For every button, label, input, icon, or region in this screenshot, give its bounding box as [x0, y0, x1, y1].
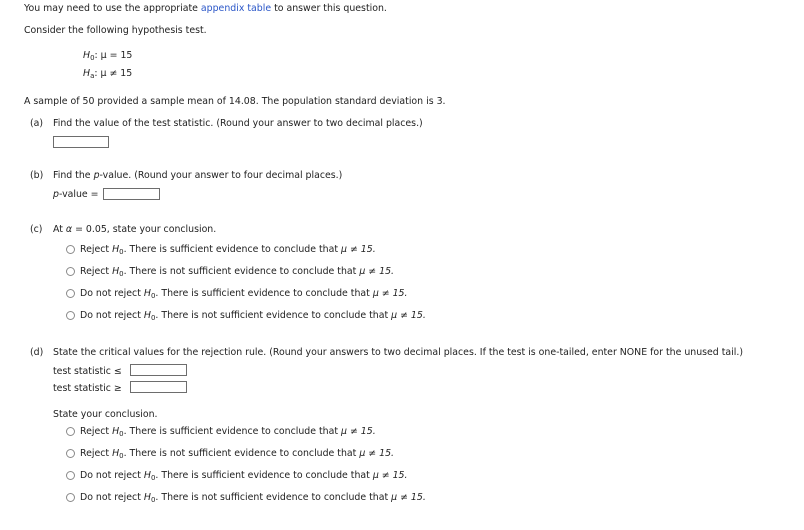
part-c-option-1[interactable]: [80, 244, 376, 256]
alpha-symbol: α: [65, 224, 73, 235]
opt-sub: 0: [119, 452, 124, 460]
part-c-radio-3[interactable]: [66, 289, 75, 298]
opt-post: . There is not sufficient evidence to conclude that: [123, 448, 357, 459]
p-value-input[interactable]: [103, 188, 160, 200]
opt-post: . There is sufficient evidence to conclude that: [155, 470, 370, 481]
lower-critical-label: test statistic ≤: [53, 366, 122, 377]
part-c-post: = 0.05, state your conclusion.: [75, 224, 217, 235]
part-b-question: [53, 170, 342, 181]
opt-h: H: [143, 470, 151, 481]
opt-post: . There is not sufficient evidence to conclude that: [155, 310, 389, 321]
ha-label: H: [83, 68, 91, 79]
opt-sub: 0: [150, 474, 156, 482]
opt-h: H: [112, 426, 120, 437]
part-c-radio-4[interactable]: [66, 311, 75, 320]
null-hypothesis: [83, 50, 132, 62]
h0-relation: : μ = 15: [94, 50, 133, 61]
p-value-label-p: p: [53, 189, 59, 200]
part-d-question: State the critical values for the rejection rule. (Round your answers to two decimal places. If the test is one-tailed, enter NONE for the unused tail.): [53, 347, 744, 358]
opt-pre: Do not reject: [80, 492, 141, 503]
part-d-radio-3[interactable]: [66, 471, 75, 480]
opt-sub: 0: [119, 248, 124, 256]
part-c-option-3[interactable]: [80, 288, 408, 300]
part-c-question: [53, 224, 216, 235]
opt-h: H: [143, 310, 151, 321]
part-c-option-2[interactable]: [80, 266, 394, 278]
part-d-radio-2[interactable]: [66, 449, 75, 458]
test-statistic-input[interactable]: [53, 136, 109, 148]
opt-pre: Reject: [80, 426, 110, 437]
part-d-option-3[interactable]: [80, 470, 408, 482]
opt-sym: μ ≠ 15.: [372, 470, 408, 481]
part-d-radio-1[interactable]: [66, 427, 75, 436]
ha-sub: a: [90, 72, 95, 80]
part-b-pre: Find the: [53, 170, 91, 181]
opt-sub: 0: [119, 270, 124, 278]
part-c-option-4[interactable]: [80, 310, 426, 322]
opt-h: H: [112, 266, 120, 277]
opt-h: H: [112, 244, 120, 255]
opt-post: . There is not sufficient evidence to conclude that: [123, 266, 357, 277]
opt-sub: 0: [150, 496, 156, 504]
part-c-letter: (c): [30, 224, 43, 235]
h0-sub: 0: [90, 54, 95, 62]
opt-sym: μ ≠ 15.: [341, 244, 376, 255]
p-value-label-rest: -value =: [58, 189, 99, 200]
h0-label: H: [83, 50, 91, 61]
opt-h: H: [143, 492, 151, 503]
alt-hypothesis: [83, 68, 132, 80]
opt-sym: μ ≠ 15.: [391, 492, 426, 503]
opt-post: . There is sufficient evidence to conclude that: [123, 244, 339, 255]
opt-pre: Do not reject: [80, 310, 141, 321]
part-d-option-2[interactable]: [80, 448, 394, 460]
p-value-label: [53, 189, 99, 200]
lower-critical-input[interactable]: [130, 364, 187, 376]
opt-pre: Reject: [80, 448, 110, 459]
opt-sub: 0: [119, 430, 124, 438]
opt-pre: Do not reject: [80, 470, 141, 481]
part-c-pre: At: [53, 224, 63, 235]
upper-critical-label: test statistic ≥: [53, 383, 122, 394]
opt-pre: Reject: [80, 244, 110, 255]
opt-h: H: [143, 288, 151, 299]
sample-text: A sample of 50 provided a sample mean of 14.08. The population standard deviation is 3.: [24, 96, 446, 107]
opt-sym: μ ≠ 15.: [341, 426, 376, 437]
part-d-radio-4[interactable]: [66, 493, 75, 502]
upper-critical-input[interactable]: [130, 381, 187, 393]
ha-relation: : μ ≠ 15: [94, 68, 133, 79]
intro-prefix: You may need to use the appropriate: [24, 3, 198, 14]
consider-text: Consider the following hypothesis test.: [24, 25, 207, 36]
part-a-question: Find the value of the test statistic. (Round your answer to two decimal places.): [53, 118, 423, 129]
opt-sub: 0: [150, 292, 156, 300]
part-d-option-1[interactable]: [80, 426, 376, 438]
part-b-letter: (b): [30, 170, 44, 181]
opt-sym: μ ≠ 15.: [359, 448, 395, 459]
part-d-letter: (d): [30, 347, 44, 358]
opt-sym: μ ≠ 15.: [391, 310, 426, 321]
intro-suffix: to answer this question.: [274, 3, 387, 14]
conclusion-label: State your conclusion.: [53, 409, 158, 420]
part-b-p: p: [93, 170, 100, 181]
part-a-letter: (a): [30, 118, 44, 129]
opt-post: . There is sufficient evidence to conclude that: [155, 288, 370, 299]
part-c-radio-2[interactable]: [66, 267, 75, 276]
opt-pre: Do not reject: [80, 288, 141, 299]
appendix-table-link[interactable]: appendix table: [200, 3, 272, 14]
part-b-post: -value. (Round your answer to four decimal places.): [99, 170, 343, 181]
opt-sub: 0: [150, 314, 156, 322]
opt-h: H: [112, 448, 120, 459]
intro-text: [24, 3, 387, 14]
opt-post: . There is sufficient evidence to conclude that: [123, 426, 339, 437]
opt-sym: μ ≠ 15.: [359, 266, 395, 277]
part-d-option-4[interactable]: [80, 492, 426, 504]
part-c-radio-1[interactable]: [66, 245, 75, 254]
opt-sym: μ ≠ 15.: [372, 288, 408, 299]
opt-post: . There is not sufficient evidence to conclude that: [155, 492, 389, 503]
opt-pre: Reject: [80, 266, 110, 277]
